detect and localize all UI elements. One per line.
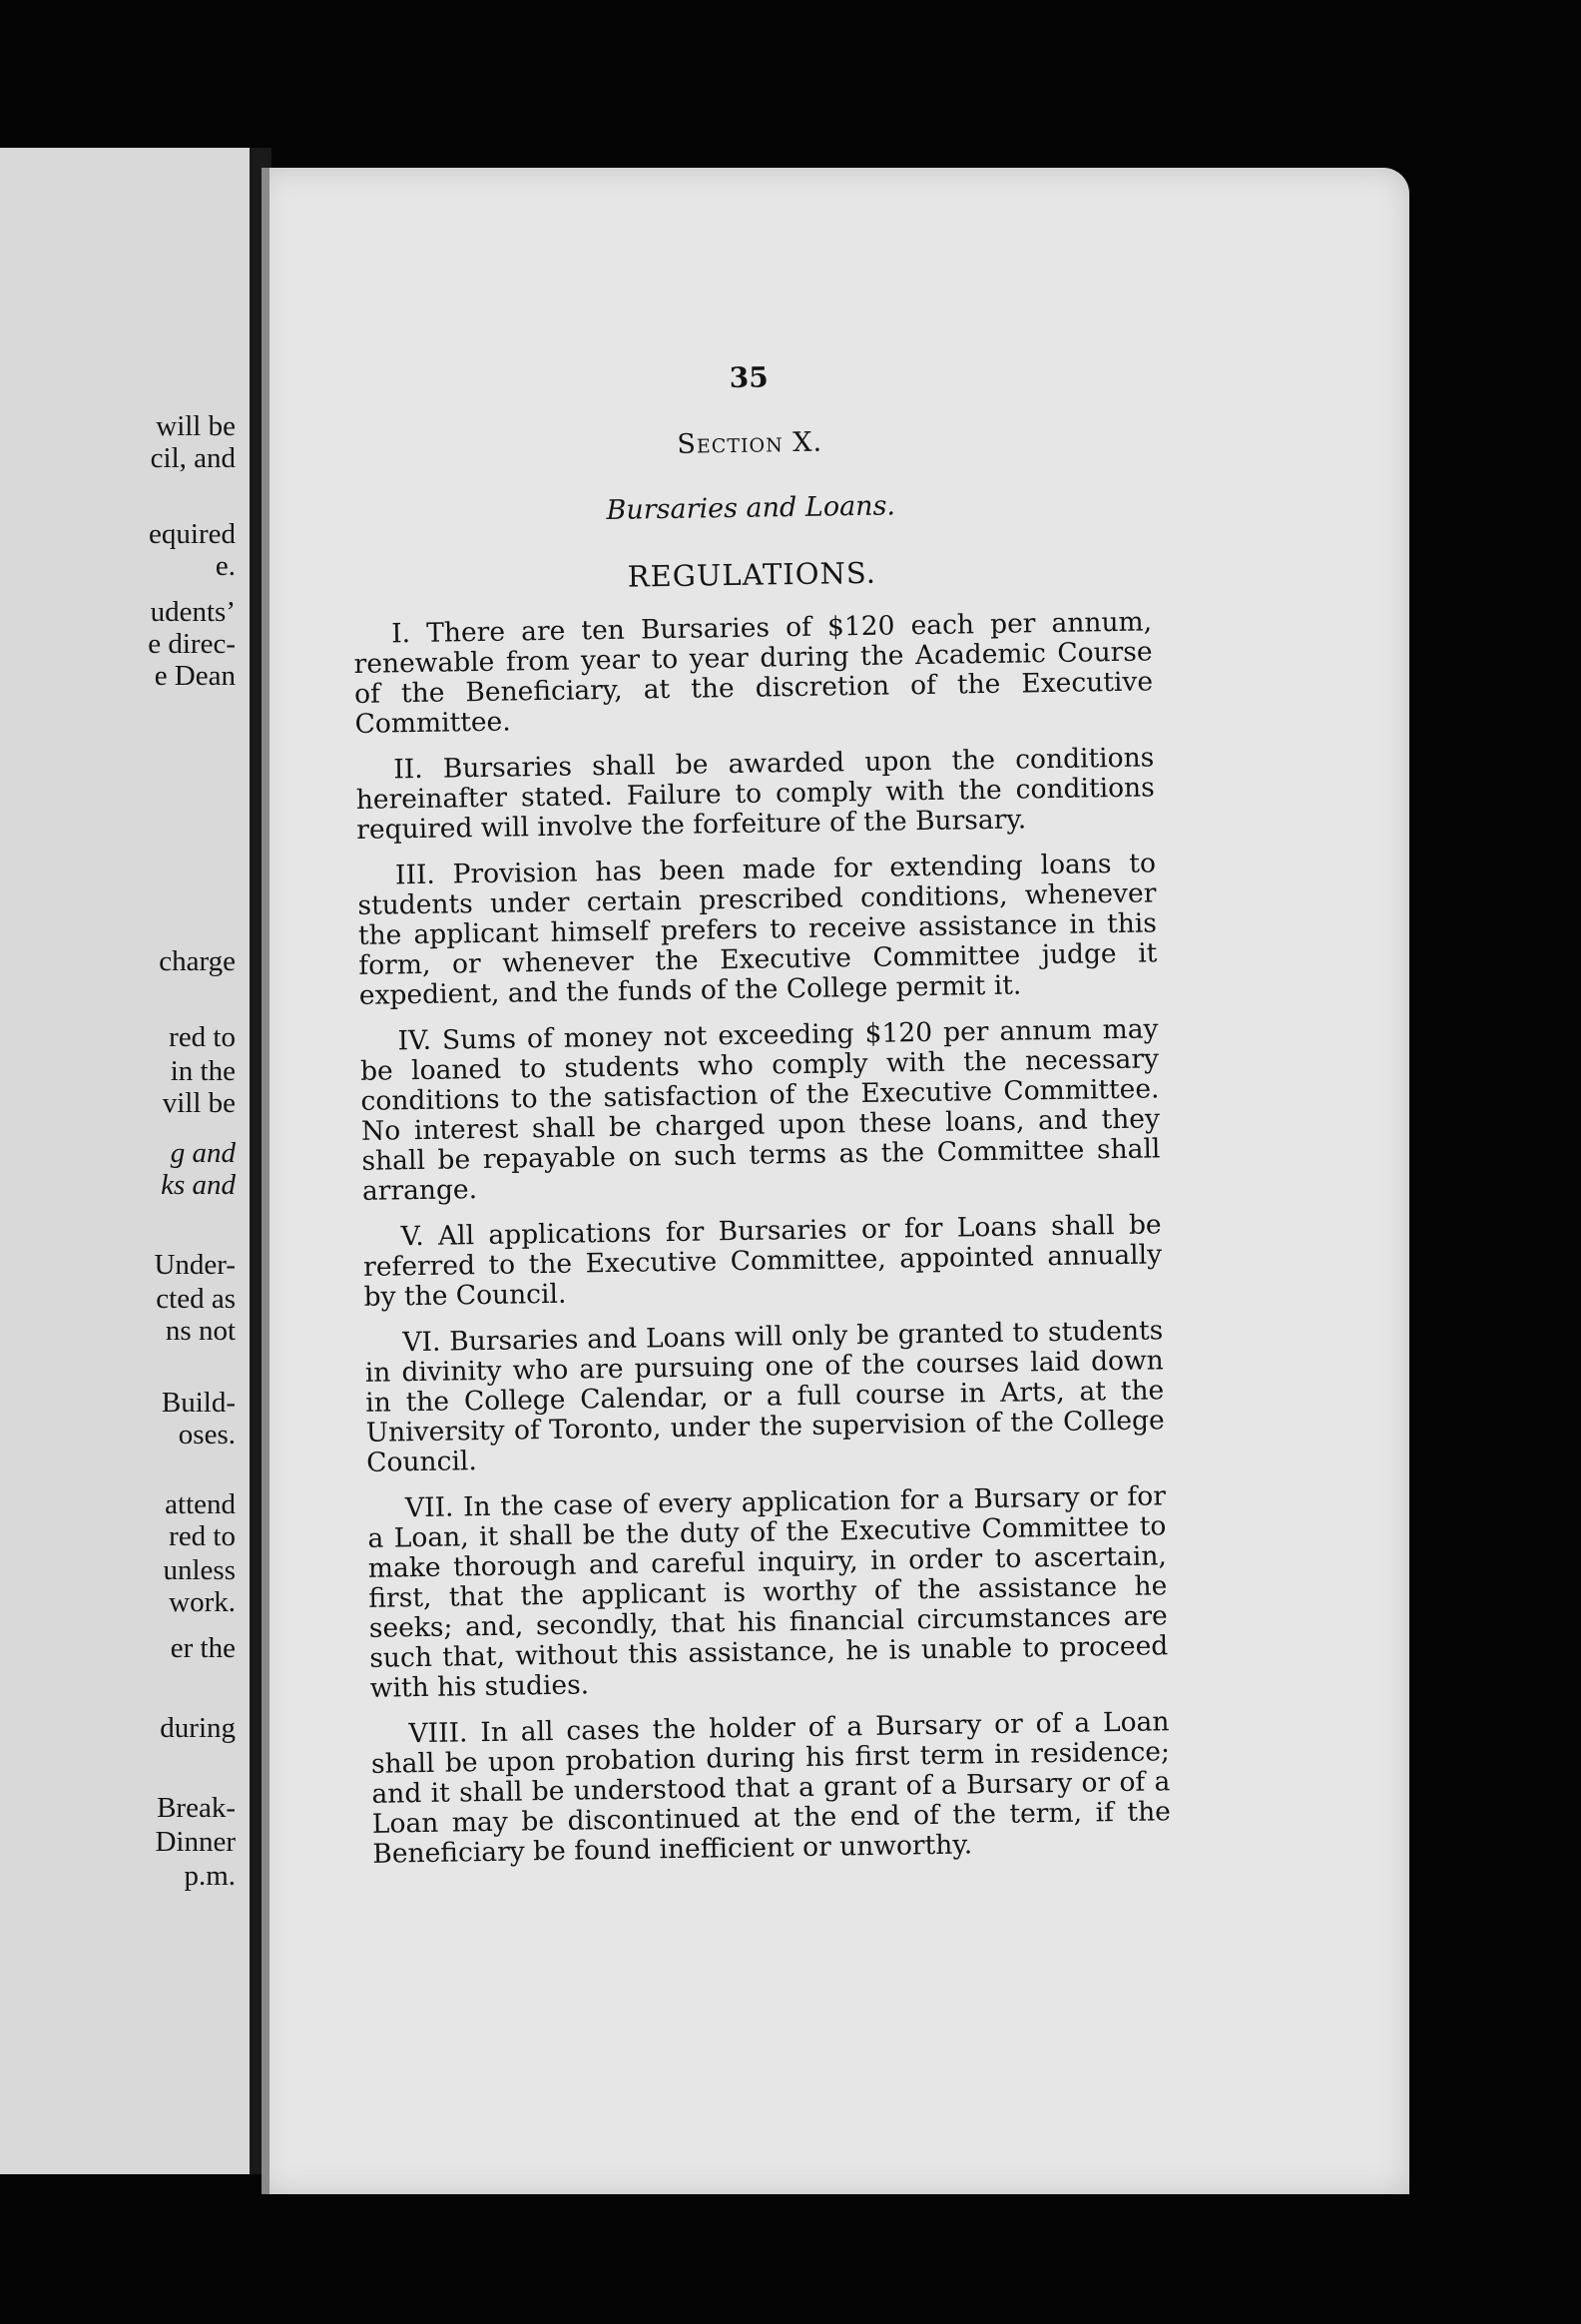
regulation-paragraph: VIII. In all cases the holder of a Bursary or of a Loan shall be upon probation during his first term in residence; and it shall be understood that a grant of a Bursary or of a Loan may be discontinued at the end of the term, if the Beneficiary be found inefficient or unworthy.: [370, 1706, 1172, 1870]
left-fragment: red to: [169, 1520, 236, 1552]
left-fragment: vill be: [162, 1087, 236, 1119]
left-fragment: ns not: [165, 1315, 236, 1347]
left-fragment: during: [160, 1712, 236, 1744]
left-fragment: Dinner: [155, 1826, 236, 1858]
regulation-paragraph: VII. In the case of every application for a Bursary or for a Loan, it shall be the duty of the Executive Committee to make thorough and careful inquiry, in order to ascertain, first, that the applicant is worthy of the assistance he seeks; and, secondly, that his financial circumstances are such that, without this assistance, he is unable to proceed with his studies.: [367, 1480, 1169, 1704]
left-fragment: Under-: [154, 1249, 236, 1281]
left-fragment: e direc-: [148, 628, 236, 660]
regulation-paragraph: IV. Sums of money not exceeding $120 per annum may be loaned to students who comply with the necessary conditions to the satisfaction of the Executive Committee. No interest shall be charged upon these loans, and they shall be repayable on such terms as the Committee shall arrange.: [359, 1013, 1161, 1207]
left-fragment: work.: [169, 1586, 236, 1618]
left-fragment: p.m.: [184, 1860, 236, 1892]
left-fragment: will be: [156, 410, 236, 442]
left-fragment: red to: [169, 1021, 236, 1053]
right-page: [262, 168, 1409, 2194]
left-fragment: charge: [159, 945, 236, 977]
left-fragment: equired: [149, 518, 236, 550]
left-fragment: unless: [163, 1554, 236, 1586]
section-subtitle: Bursaries and Loans.: [606, 490, 896, 526]
left-fragment: in the: [170, 1055, 236, 1087]
page-number: 35: [729, 360, 769, 395]
left-fragment: cted as: [156, 1283, 236, 1315]
regulation-paragraph: II. Bursaries shall be awarded upon the conditions hereinafter stated. Failure to comply with the conditions required will involve the forfeiture of the Bursary.: [355, 742, 1155, 846]
regulation-paragraph: III. Provision has been made for extending loans to students under certain prescribed conditions, whenever the applicant himself prefers to receive assistance in this form, or whenever the Executive Committee judge it expedient, and the funds of the College permit it.: [357, 848, 1158, 1011]
left-page: [0, 148, 250, 2174]
left-fragment: e Dean: [154, 660, 236, 692]
regulations-heading: REGULATIONS.: [627, 555, 877, 594]
regulation-paragraph: V. All applications for Bursaries or for Loans shall be referred to the Executive Committee, appointed annually by the Council.: [362, 1209, 1163, 1313]
left-fragment: g and: [170, 1137, 236, 1169]
left-fragment: Build-: [161, 1387, 236, 1419]
left-fragment: e.: [215, 550, 236, 582]
regulation-paragraph: VI. Bursaries and Loans will only be granted to students in divinity who are pursuing one of the courses laid down in the College Calendar, or a full course in Arts, at the University of Toronto, under the supervision of the College Council.: [364, 1315, 1165, 1478]
left-fragment: er the: [170, 1632, 236, 1664]
regulation-paragraph: I. There are ten Bursaries of $120 each per annum, renewable from year to year during the Academic Course of the Beneficiary, at the discretion of the Executive Committee.: [353, 606, 1154, 740]
left-fragment: oses.: [178, 1419, 236, 1451]
section-title: Section X.: [677, 426, 823, 460]
left-fragment: Break-: [157, 1792, 236, 1824]
left-fragment: ks and: [161, 1169, 236, 1201]
left-fragment: cil, and: [150, 442, 236, 474]
page-content: [349, 354, 1172, 1885]
left-fragment: udents’: [150, 596, 236, 628]
left-fragment: attend: [165, 1488, 236, 1520]
